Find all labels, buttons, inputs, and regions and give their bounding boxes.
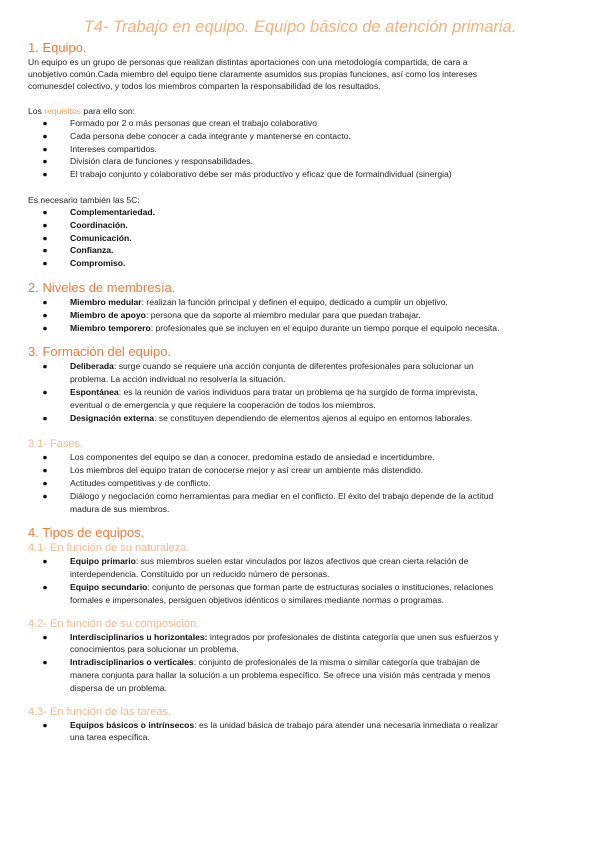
section-1-intro bbox=[28, 56, 572, 92]
list-item: ● Los miembros del equipo tratan de conocerse mejor y así crear un ambiente más distendido. bbox=[42, 465, 424, 476]
intro-line: Un equipo es un grupo de personas que realizan distintas aportaciones con una metodología compartida, de cara a bbox=[28, 57, 468, 67]
section-1-heading: 1. Equipo. bbox=[28, 40, 87, 55]
list-item: ● Equipos básicos o intrínsecos: es la unidad básica de trabajo para atender una necesaria inmediata o realizar una tarea específica. bbox=[42, 719, 499, 743]
list-item: ● Actitudes competitivas y de conflicto. bbox=[42, 477, 211, 488]
intro-line: comunesdel colectivo, y todos los miembros comparten la responsabilidad de los resultados. bbox=[28, 81, 381, 91]
composicion-list bbox=[28, 631, 572, 695]
naturaleza-list bbox=[28, 555, 572, 606]
section-4-heading: 4. Tipos de equipos. bbox=[28, 525, 145, 541]
intro-line: unobjetivo común.Cada miembro del equipo tiene claramente asumidos sus propias funciones, así como los intereses bbox=[28, 69, 478, 79]
requisitos-list bbox=[28, 117, 572, 181]
cinco-c-intro: Es necesario también las 5C: bbox=[28, 194, 140, 205]
section-3-heading: 3. Formación del equipo. bbox=[28, 344, 172, 360]
list-item: ● División clara de funciones y responsabilidades. bbox=[42, 156, 253, 167]
list-item: ● Formado por 2 o más personas que crean el trabajo colaborativo bbox=[42, 118, 317, 128]
list-item: ● Interdisciplinarios u horizontales: integrados por profesionales de distinta categoría que unen sus esfuerzos y conocimientos para solucionar un problema. bbox=[42, 631, 499, 655]
list-item: ● Confianza. bbox=[42, 245, 114, 256]
list-item: ● Complementariedad. bbox=[42, 206, 156, 217]
list-item: ● Equipo secundario: conjunto de personas que forman parte de estructuras sociales o instituciones, relaciones formales e impersonales, persiguen objetivos idénticos o similares mediante normas o programas. bbox=[42, 581, 494, 605]
list-item: ● Compromiso. bbox=[42, 258, 126, 269]
list-item: ● Deliberada: surge cuando se requiere una acción conjunta de diferentes profesionales para solucionar un problema. La acción individual no resolvería la situación. bbox=[42, 361, 474, 385]
list-item: ● Miembro temporero: profesionales que se incluyen en el equipo durante un tiempo porque el equipolo necesita. bbox=[42, 322, 500, 333]
list-item: ● Diálogo y negociación como herramientas para mediar en el conflicto. El éxito del trabajo depende de la actitud madura de sus miembros. bbox=[42, 490, 494, 514]
list-item: ● Coordinación. bbox=[42, 219, 128, 230]
list-item: ● Miembro de apoyo: persona que da soporte al miembro medular para que puedan trabajar. bbox=[42, 309, 421, 320]
list-item: ● El trabajo conjunto y colaborativo debe ser más productivo y eficaz que de formaindividual (sinergia) bbox=[42, 169, 452, 180]
list-item: ● Intereses compartidos. bbox=[42, 143, 157, 154]
list-item: ● Espontánea: es la reunión de varios individuos para tratar un problema qe ha surgido de forma imprevista, eventual o de emergencia y que requiere la cooperación de todos los miembros. bbox=[42, 386, 478, 410]
formacion-list bbox=[28, 360, 572, 424]
membresia-list bbox=[28, 296, 572, 334]
list-item: ● Los componentes del equipo se dan a conocer, predomina estado de ansiedad e incertidumbre. bbox=[42, 452, 435, 463]
cinco-c-list bbox=[28, 206, 572, 270]
section-4-1-heading: 4.1- En función de su naturaleza. bbox=[28, 542, 190, 555]
fases-list bbox=[28, 451, 572, 515]
list-item: ● Equipo primario: sus miembros suelen estar vinculados por lazos afectivos que crean cierta relación de interdependencia. Constituido por un reducido número de personas. bbox=[42, 556, 469, 580]
requisitos-highlight: requisitos bbox=[44, 106, 82, 116]
section-4-2-heading: 4.2- En función de su composición. bbox=[28, 617, 200, 630]
section-3-1-heading: 3.1- Fases. bbox=[28, 438, 84, 451]
section-2-heading: 2. Niveles de membresía. bbox=[28, 279, 176, 295]
tareas-list bbox=[28, 719, 572, 745]
list-item: ● Cada persona debe conocer a cada integrante y mantenerse en contacto. bbox=[42, 130, 351, 141]
document-title: T4- Trabajo en equipo. Equipo básico de atención primaria. bbox=[83, 18, 517, 36]
list-item: ● Comunicación. bbox=[42, 232, 132, 243]
section-4-3-heading: 4.3- En función de las tareas. bbox=[28, 705, 172, 718]
list-item: ● Designación externa: se constituyen dependiendo de elementos ajenos al equipo en entornos laborales. bbox=[42, 412, 473, 423]
list-item: ● Intradisciplinarios o verticales: conjunto de profesionales de la misma o similar categoría que trabajan de manera conjunta para hallar la solución a un problema específico. Se ofrece una visión más centrada y menos dispersa de un problema. bbox=[42, 657, 491, 693]
requisitos-intro: Los requisitos para ello son: bbox=[28, 106, 136, 116]
list-item: ● Miembro medular: realizan la función principal y definen el equipo, dedicado a cumplir un objetivo. bbox=[42, 296, 448, 307]
